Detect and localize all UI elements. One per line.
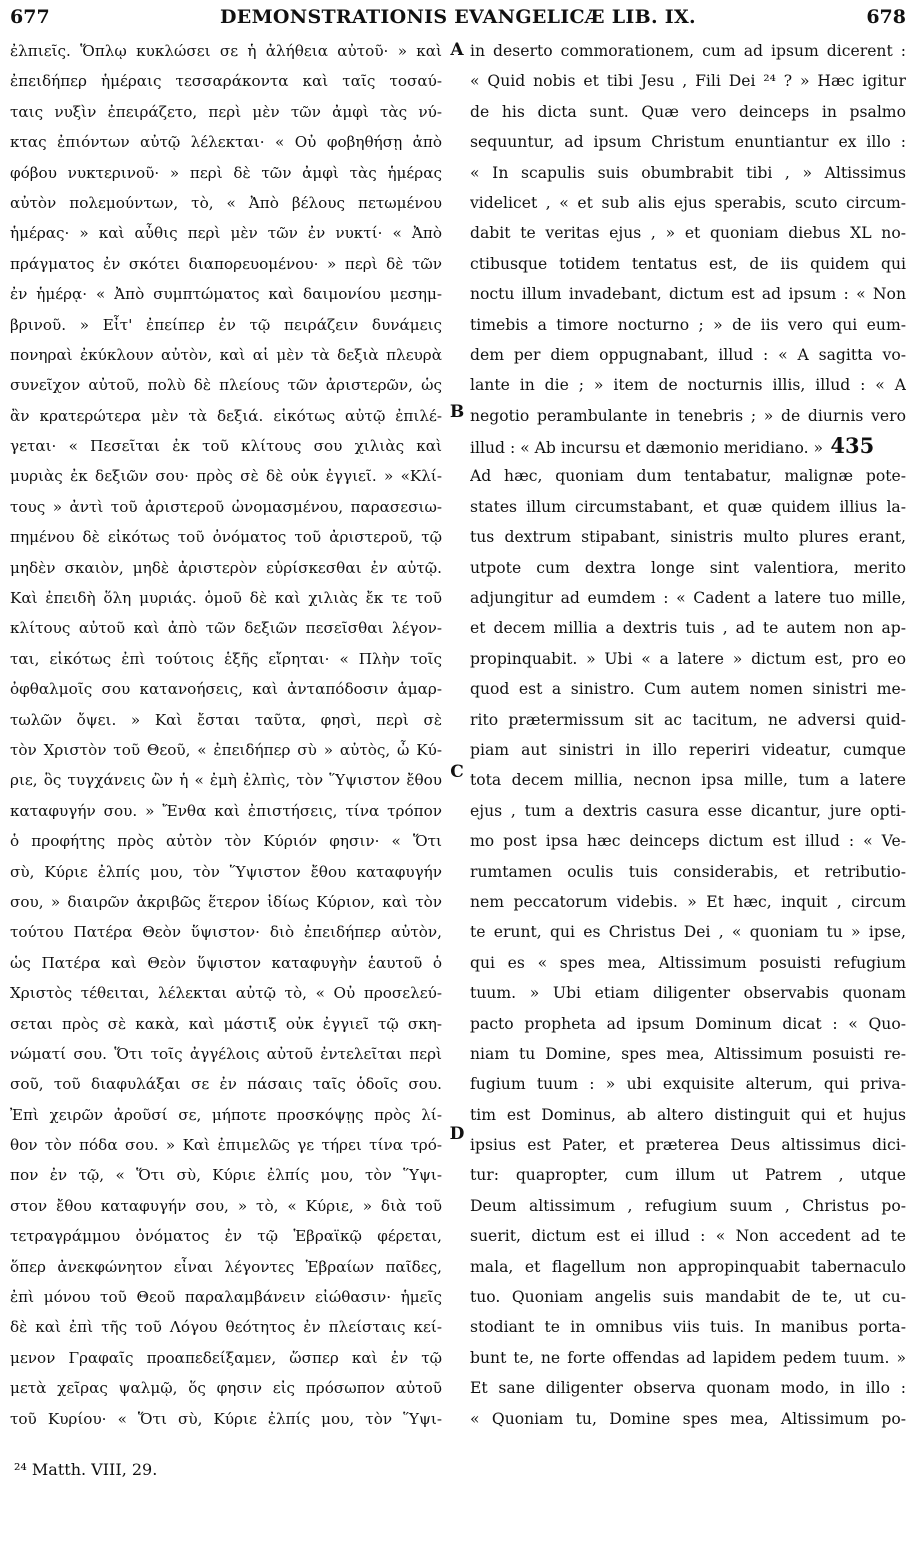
- text-line: κλίτους αὐτοῦ καὶ ἀπὸ τῶν δεξιῶν πεσεῖσθαι λέγον-: [10, 619, 442, 638]
- text-line: πράγματος ἐν σκότει διαπορευομένου· » περὶ δὲ τῶν: [10, 254, 442, 273]
- text-line: νώματί σου. Ὅτι τοῖς ἀγγέλοις αὐτοῦ ἐντελεῖται περὶ: [10, 1044, 442, 1063]
- text-line: ἐλπιεῖς. Ὅπλῳ κυκλώσει σε ἡ ἀλήθεια αὐτοῦ· » καὶ: [10, 42, 442, 60]
- text-line: utpote cum dextra longe sint valentiora, merito: [470, 558, 906, 577]
- text-line: ὅπερ ἀνεκφώνητον εἶναι λέγοντες Ἑβραίων παῖδες,: [10, 1257, 442, 1276]
- text-line: piam aut sinistri in illo reperiri videatur, cumque: [470, 740, 906, 759]
- greek-column: [10, 36, 442, 1436]
- column-marker-a: A: [450, 40, 464, 60]
- latin-column: [470, 36, 906, 1436]
- text-line: ἂν κρατερώτερα μὲν τὰ δεξιά. εἰκότως αὐτῷ ἐπιλέ-: [10, 406, 442, 425]
- text-line: ὀφθαλμοῖς σου κατανοήσεις, καὶ ἀνταπόδοσιν ἁμαρ-: [10, 680, 442, 699]
- text-line: Ad hæc, quoniam dum tentabatur, malignæ pote-: [470, 467, 906, 486]
- text-line: mala, et flagellum non appropinquabit tabernaculo: [470, 1257, 906, 1276]
- text-line: μυριὰς ἐκ δεξιῶν σου· πρὸς σὲ δὲ οὐκ ἐγγιεῖ. » «Κλί-: [10, 467, 442, 486]
- text-line: πονηραὶ ἐκύκλουν αὐτὸν, καὶ αἱ μὲν τὰ δεξιὰ πλευρὰ: [10, 345, 442, 364]
- text-line: illud : « Ab incursu et dæmonio meridiano. » 435: [470, 433, 875, 459]
- text-line: ejus , tum a dextris casura esse dicantur, jure opti-: [470, 801, 906, 820]
- text-line: τούτου Πατέρα Θεὸν ὕψιστον· διὸ ἐπειδήπερ αὐτὸν,: [10, 923, 442, 942]
- text-line: stodiant te in omnibus viis tuis. In manibus porta-: [470, 1318, 906, 1337]
- text-line: γεται· « Πεσεῖται ἐκ τοῦ κλίτους σου χιλιὰς καὶ: [10, 437, 442, 456]
- text-line: τὸν Χριστὸν τοῦ Θεοῦ, « ἐπειδήπερ σὺ » αὐτὸς, ὦ Κύ-: [10, 740, 442, 759]
- text-line: tota decem millia, necnon ipsa mille, tum a latere: [470, 771, 906, 790]
- text-line: bunt te, ne forte offendas ad lapidem pedem tuum. »: [470, 1348, 906, 1367]
- text-line: ἐπειδήπερ ἡμέραις τεσσαράκοντα καὶ ταῖς τοσαύ-: [10, 72, 442, 91]
- text-line: « In scapulis suis obumbrabit tibi , » Altissimus: [470, 163, 906, 182]
- text-line: et decem millia a dextris tuis , ad te autem non ap-: [470, 619, 906, 638]
- running-header: [10, 4, 906, 30]
- text-line: rumtamen oculis tuis considerabis, et retributio-: [470, 862, 906, 881]
- text-line: κτας ἐπιόντων αὐτῷ λέλεκται· « Οὐ φοβηθήσῃ ἀπὸ: [10, 133, 442, 152]
- text-line: αὐτὸν πολεμούντων, τὸ, « Ἀπὸ βέλους πετωμένου: [10, 193, 442, 212]
- column-marker-c: C: [450, 762, 464, 782]
- text-line: tus dextrum stipabant, sinistris multo plures erant,: [470, 528, 906, 547]
- text-line: Χριστὸς τέθειται, λέλεκται αὐτῷ τὸ, « Οὐ προσελεύ-: [10, 984, 442, 1003]
- column-marker-b: B: [449, 402, 465, 422]
- text-line: Ἐπὶ χειρῶν ἀροῦσί σε, μήποτε προσκόψῃς πρὸς λί-: [10, 1105, 442, 1124]
- text-line: pacto propheta ad ipsum Dominum dicat : « Quo-: [470, 1014, 906, 1033]
- text-line: « Quoniam tu, Domine spes mea, Altissimum po-: [470, 1409, 906, 1428]
- text-line: σοῦ, τοῦ διαφυλάξαι σε ἐν πάσαις ταῖς ὁδοῖς σου.: [10, 1075, 442, 1094]
- text-line: ἐπὶ μόνου τοῦ Θεοῦ παραλαμβάνειν εἰώθασιν· ἡμεῖς: [10, 1288, 442, 1307]
- text-line: noctu illum invadebant, dictum est ad ipsum : « Non: [470, 285, 906, 304]
- text-line: ἐν ἡμέρᾳ· « Ἀπὸ συμπτώματος καὶ δαιμονίου μεσημ-: [10, 285, 442, 304]
- text-line: dem per diem oppugnabant, illud : « A sagitta vo-: [470, 345, 906, 364]
- text-line: φόβου νυκτερινοῦ· » περὶ δὲ τῶν ἀμφὶ τὰς ἡμέρας: [10, 163, 442, 182]
- text-line: [470, 1434, 906, 1436]
- text-line: [10, 1434, 442, 1436]
- text-line: στον ἔθου καταφυγήν σου, » τὸ, « Κύριε, » διὰ τοῦ: [10, 1196, 442, 1215]
- text-line: συνεῖχον αὐτοῦ, πολὺ δὲ πλείους τῶν ἀριστερῶν, ὡς: [10, 376, 442, 395]
- text-line: negotio perambulante in tenebris ; » de diurnis vero: [470, 406, 906, 425]
- text-line: σεται πρὸς σὲ κακὰ, καὶ μάστιξ οὐκ ἐγγιεῖ τῷ σκη-: [10, 1014, 442, 1033]
- text-line: timebis a timore nocturno ; » de iis vero qui eum-: [470, 315, 906, 334]
- text-line: ctibusque totidem tentatus est, de iis quidem qui: [470, 254, 906, 273]
- text-line: states illum circumstabant, et quæ quidem illius la-: [470, 497, 906, 516]
- text-line: rito prætermissum sit ac tacitum, ne adversi quid-: [470, 710, 906, 729]
- text-line: πημένου δὲ εἰκότως τοῦ ὀνόματος τοῦ ἀριστεροῦ, τῷ: [10, 528, 442, 547]
- text-line: qui es « spes mea, Altissimum posuisti refugium: [470, 953, 906, 972]
- text-line: μηδὲν σκαιὸν, μηδὲ ἀριστερὸν εὑρίσκεσθαι ἐν αὐτῷ.: [10, 558, 442, 577]
- text-line: niam tu Domine, spes mea, Altissimum posuisti re-: [470, 1044, 906, 1063]
- text-line: τοῦ Κυρίου· « Ὅτι σὺ, Κύριε ἐλπίς μου, τὸν Ὕψι-: [10, 1409, 442, 1428]
- text-line: θον τὸν πόδα σου. » Καὶ ἐπιμελῶς γε τήρει τίνα τρό-: [10, 1136, 442, 1155]
- text-line: dabit te veritas ejus , » et quoniam diebus XL no-: [470, 224, 906, 243]
- text-line: σου, » διαιρῶν ἀκριβῶς ἕτερον ἰδίως Κύριον, καὶ τὸν: [10, 892, 442, 911]
- text-line: suerit, dictum est ei illud : « Non accedent ad te: [470, 1227, 906, 1246]
- running-title: DEMONSTRATIONIS EVANGELICÆ LIB. IX.: [220, 6, 696, 28]
- text-line: τωλῶν ὄψει. » Καὶ ἔσται ταῦτα, φησὶ, περὶ σὲ: [10, 710, 442, 729]
- text-line: ται, εἰκότως ἐπὶ τούτοις ἑξῆς εἴρηται· « Πλὴν τοῖς: [10, 649, 442, 668]
- text-line: propinquabit. » Ubi « a latere » dictum est, pro eo: [470, 649, 906, 668]
- text-line: tuum. » Ubi etiam diligenter observabis quonam: [470, 984, 906, 1003]
- text-line: te erunt, qui es Christus Dei , « quoniam tu » ipse,: [470, 923, 906, 942]
- text-line: ὡς Πατέρα καὶ Θεὸν ὕψιστον καταφυγὴν ἑαυτοῦ ὁ: [10, 953, 442, 972]
- footnote: ²⁴ Matth. VIII, 29.: [14, 1460, 158, 1479]
- text-line: ἡμέρας· » καὶ αὖθις περὶ μὲν τῶν ἐν νυκτί· « Ἀπὸ: [10, 224, 442, 243]
- marginal-page-number: 435: [823, 433, 875, 459]
- text-line: ὁ προφήτης πρὸς αὐτὸν τὸν Κύριόν φησιν· « Ὅτι: [10, 832, 442, 851]
- text-line: ριε, ὃς τυγχάνεις ὢν ἡ « ἐμὴ ἐλπὶς, τὸν Ὕψιστον ἔθου: [10, 771, 442, 790]
- text-line: quod est a sinistro. Cum autem nomen sinistri me-: [470, 680, 906, 699]
- text-line: μενον Γραφαῖς προαπεδείξαμεν, ὥσπερ καὶ ἐν τῷ: [10, 1348, 442, 1367]
- right-page-number: 678: [866, 6, 906, 28]
- text-line: βρινοῦ. » Εἶτ' ἐπείπερ ἐν τῷ πειράζειν δυνάμεις: [10, 315, 442, 334]
- text-line: τους » ἀντὶ τοῦ ἀριστεροῦ ὠνομασμένου, παρασεσιω-: [10, 497, 442, 516]
- text-line: de his dicta sunt. Quæ vero deinceps in psalmo: [470, 102, 906, 121]
- column-marker-d: D: [449, 1124, 465, 1144]
- text-line: adjungitur ad eumdem : « Cadent a latere tuo mille,: [470, 589, 906, 608]
- text-line: ταις νυξὶν ἐπειράζετο, περὶ μὲν τῶν ἀμφὶ τὰς νύ-: [10, 102, 442, 121]
- text-line: Et sane diligenter observa quonam modo, in illo :: [470, 1379, 906, 1398]
- text-line: videlicet , « et sub alis ejus sperabis, scuto circum-: [470, 193, 906, 212]
- text-line: τετραγράμμου ὀνόματος ἐν τῷ Ἑβραϊκῷ φέρεται,: [10, 1227, 442, 1246]
- text-line: Deum altissimum , refugium suum , Christus po-: [470, 1196, 906, 1215]
- text-line: mo post ipsa hæc deinceps dictum est illud : « Ve-: [470, 832, 906, 851]
- text-line: δὲ καὶ ἐπὶ τῆς τοῦ Λόγου θεότητος ἐν πλείσταις κεί-: [10, 1318, 442, 1337]
- text-line: nem peccatorum videbis. » Et hæc, inquit , circum: [470, 892, 906, 911]
- left-page-number: 677: [10, 6, 50, 28]
- text-line: καταφυγήν σου. » Ἔνθα καὶ ἐπιστήσεις, τίνα τρόπον: [10, 801, 442, 820]
- text-line: ipsius est Pater, et præterea Deus altissimus dici-: [470, 1136, 906, 1155]
- text-line: Καὶ ἐπειδὴ ὅλη μυριάς. ὁμοῦ δὲ καὶ χιλιὰς ἔκ τε τοῦ: [10, 589, 442, 608]
- text-line: tim est Dominus, ab altero distinguit qui et hujus: [470, 1105, 906, 1124]
- text-line: in deserto commorationem, cum ad ipsum dicerent :: [470, 42, 906, 60]
- text-line: lante in die ; » item de nocturnis illis, illud : « A: [470, 376, 906, 395]
- text-line: tur: quapropter, cum illum ut Patrem , utque: [470, 1166, 906, 1185]
- text-line: πον ἐν τῷ, « Ὅτι σὺ, Κύριε ἐλπίς μου, τὸν Ὕψι-: [10, 1166, 442, 1185]
- text-line: σὺ, Κύριε ἐλπίς μου, τὸν Ὕψιστον ἔθου καταφυγήν: [10, 862, 442, 881]
- text-line: sequuntur, ad ipsum Christum enuntiantur ex illo :: [470, 133, 906, 152]
- text-line: μετὰ χεῖρας ψαλμῷ, ὅς φησιν εἰς πρόσωπον αὐτοῦ: [10, 1379, 442, 1398]
- text-line: « Quid nobis et tibi Jesu , Fili Dei ²⁴ ? » Hæc igitur: [470, 72, 906, 91]
- text-line: tuo. Quoniam angelis suis mandabit de te, ut cu-: [470, 1288, 906, 1307]
- text-line: fugium tuum : » ubi exquisite alterum, qui priva-: [470, 1075, 906, 1094]
